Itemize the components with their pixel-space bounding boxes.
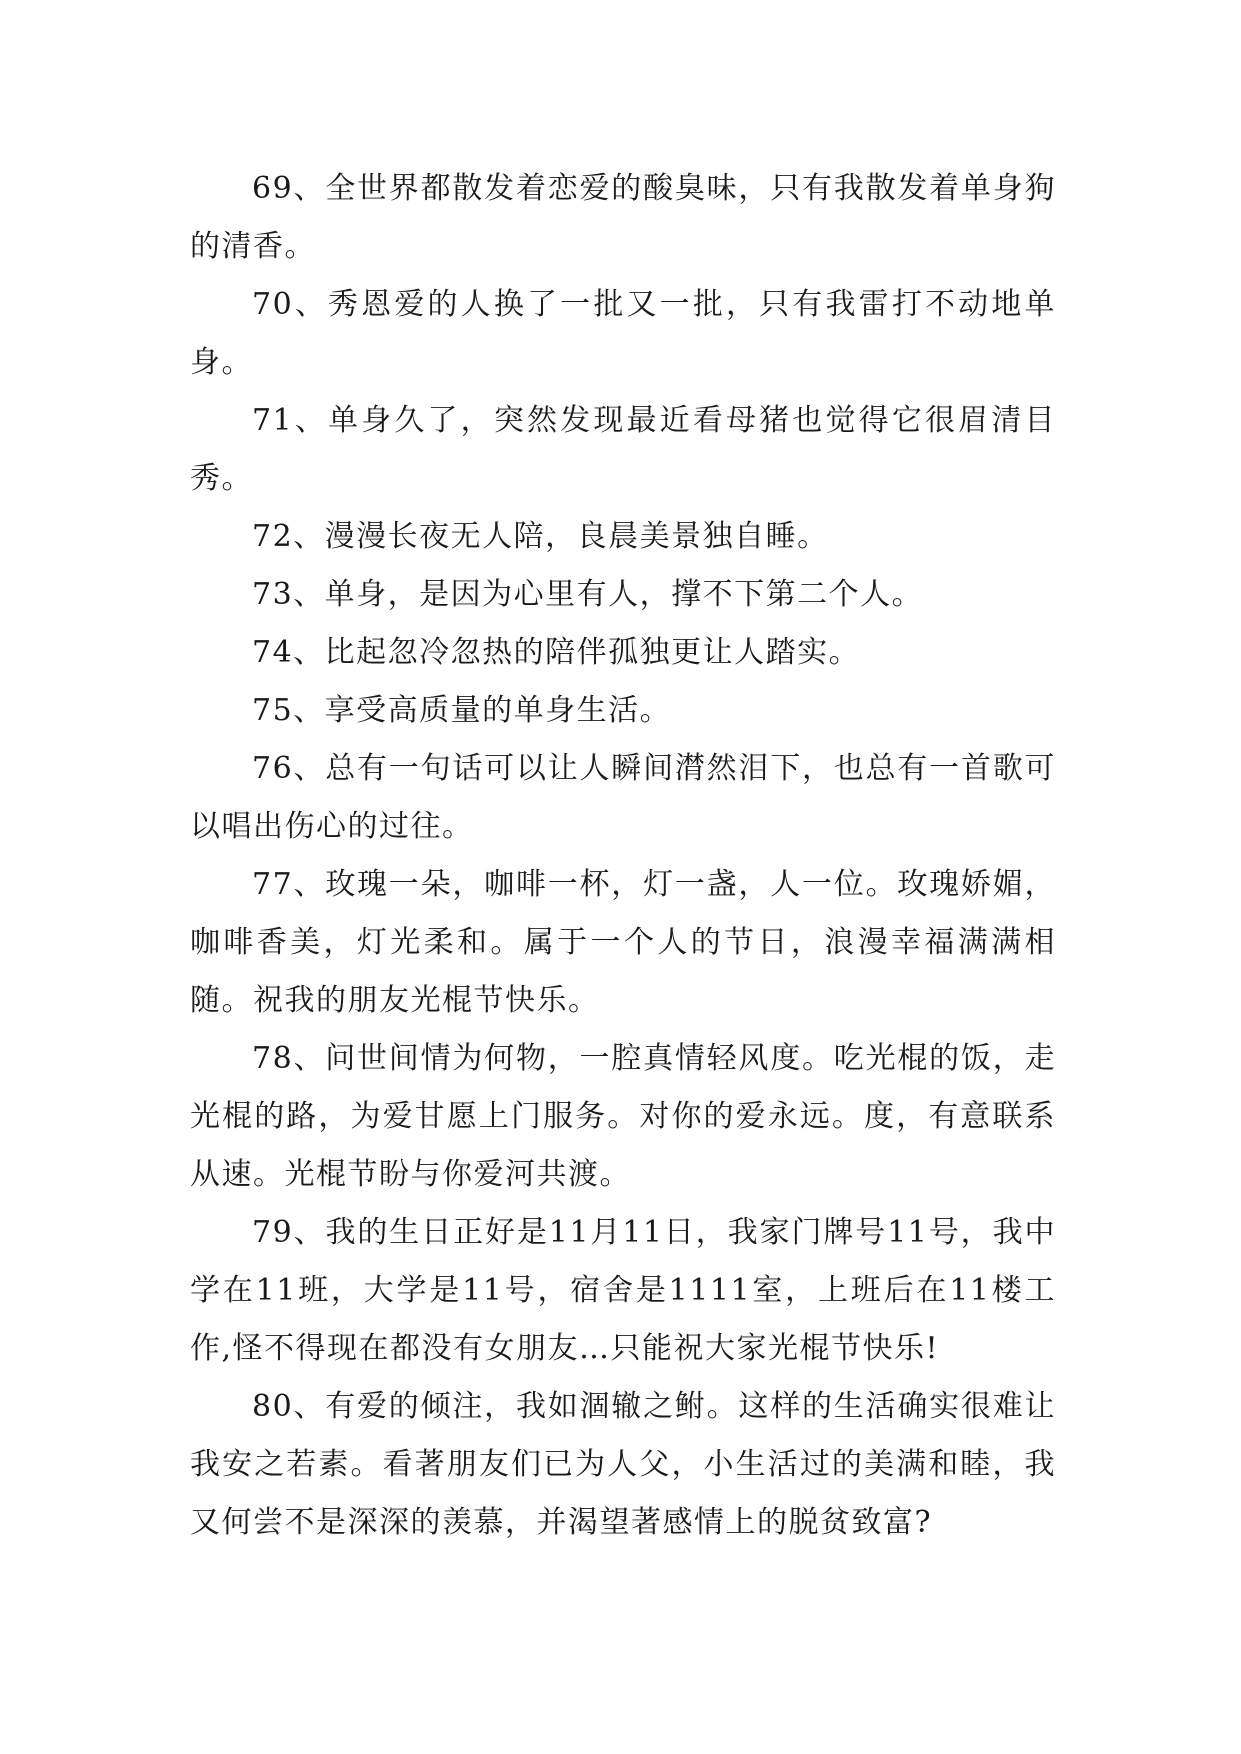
document-body xyxy=(190,160,1056,1552)
paragraph-70: 70、秀恩爱的人换了一批又一批，只有我雷打不动地单身。 xyxy=(190,287,1056,380)
paragraph-77: 77、玫瑰一朵，咖啡一杯，灯一盏，人一位。玫瑰娇媚，咖啡香美，灯光柔和。属于一个人的节日，浪漫幸福满满相随。祝我的朋友光棍节快乐。 xyxy=(190,867,1056,1018)
paragraph-69: 69、全世界都散发着恋爱的酸臭味，只有我散发着单身狗的清香。 xyxy=(190,171,1056,264)
paragraph-80: 80、有爱的倾注，我如涸辙之鲋。这样的生活确实很难让我安之若素。看著朋友们已为人父，小生活过的美满和睦，我又何尝不是深深的羡慕，并渴望著感情上的脱贫致富? xyxy=(190,1389,1056,1540)
paragraph-71: 71、单身久了，突然发现最近看母猪也觉得它很眉清目秀。 xyxy=(190,403,1056,496)
paragraph-78: 78、问世间情为何物，一腔真情轻风度。吃光棍的饭，走光棍的路，为爱甘愿上门服务。对你的爱永远。度，有意联系从速。光棍节盼与你爱河共渡。 xyxy=(190,1041,1056,1192)
paragraph-79: 79、我的生日正好是11月11日，我家门牌号11号，我中学在11班，大学是11号，宿舍是1111室，上班后在11楼工作,怪不得现在都没有女朋友…只能祝大家光棍节快乐! xyxy=(190,1215,1056,1366)
paragraph-76: 76、总有一句话可以让人瞬间潸然泪下，也总有一首歌可以唱出伤心的过往。 xyxy=(190,751,1056,844)
paragraph-75: 75、享受高质量的单身生活。 xyxy=(252,693,672,728)
paragraph-73: 73、单身，是因为心里有人，撑不下第二个人。 xyxy=(252,577,924,612)
paragraph-74: 74、比起忽冷忽热的陪伴孤独更让人踏实。 xyxy=(252,635,861,670)
paragraph-72: 72、漫漫长夜无人陪，良晨美景独自睡。 xyxy=(252,519,829,554)
